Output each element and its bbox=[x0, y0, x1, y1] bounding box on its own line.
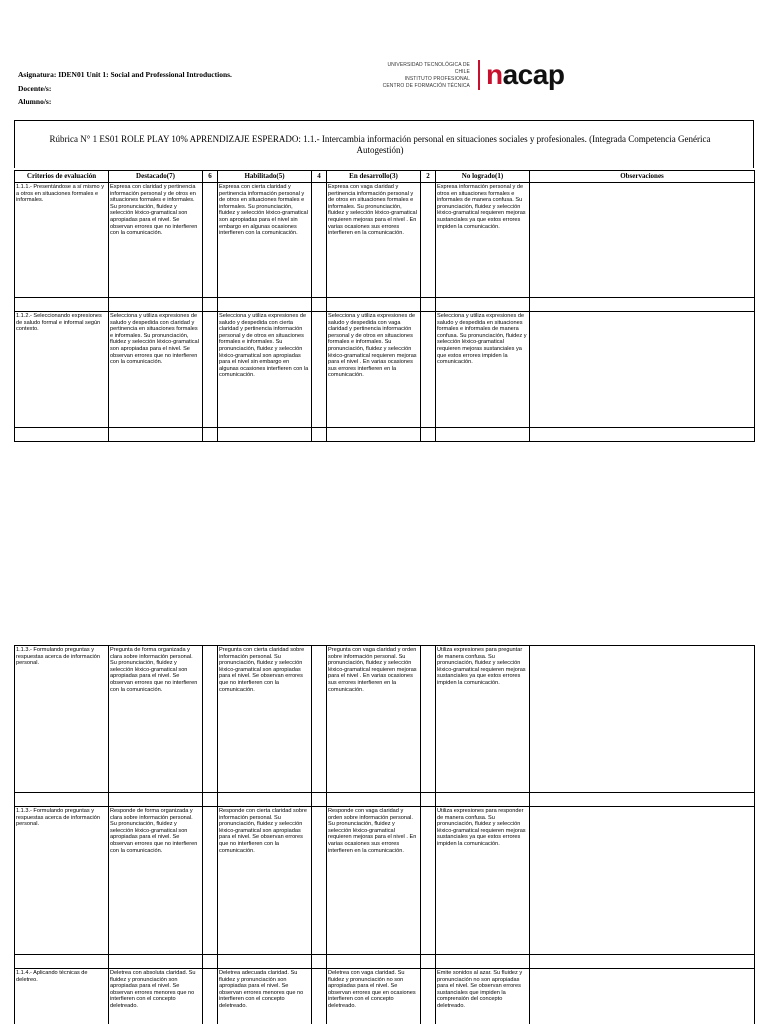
logo-wordmark: nacap bbox=[486, 59, 565, 90]
col-desarrollo: En desarrollo(3) bbox=[327, 171, 421, 183]
habilitado-cell: Pregunta con cierta claridad sobre información personal. Su pronunciación, fluidez y selección léxico-gramatical son apropiadas para el nivel. Se observan errores que no interfieren con la comunicación. bbox=[218, 646, 312, 793]
col-criteria: Criterios de evaluación bbox=[15, 171, 109, 183]
criterion-cell: 1.1.3.- Formulando preguntas y respuestas acerca de información personal. bbox=[15, 807, 109, 955]
no-logrado-cell: Utiliza expresiones para responder de manera confusa. Su pronunciación, fluidez y selección léxico-gramatical requieren mejoras sustanciales ya que estos errores impiden la comunicación. bbox=[436, 807, 530, 955]
col-destacado: Destacado(7) bbox=[109, 171, 203, 183]
destacado-cell: Pregunta de forma organizada y clara sobre información personal. Su pronunciación, fluidez y selección léxico-gramatical son apropiadas para el nivel. Se observan errores que no interfieren con la comunicación. bbox=[109, 646, 203, 793]
spacer-row bbox=[15, 955, 755, 969]
score-cell[interactable] bbox=[203, 646, 218, 793]
no-logrado-cell: Utiliza expresiones para preguntar de manera confusa. Su pronunciación, fluidez y selección léxico-gramatical requieren mejoras sustanciales ya que estos errores impiden la comunicación. bbox=[436, 646, 530, 793]
desarrollo-cell: Selecciona y utiliza expresiones de saludo y despedida con vaga claridad y pertinencia información personal y de otros en situaciones formales e informales. Su pronunciación, fluidez y selección léxico-gramatical requieren mejoras para el nivel . En varias ocasiones sus errores interfieren en la comunicación. bbox=[327, 312, 421, 428]
spacer-row bbox=[15, 428, 755, 442]
criterion-cell: 1.1.3.- Formulando preguntas y respuestas acerca de información personal. bbox=[15, 646, 109, 793]
students-label: Alumno/s: bbox=[18, 97, 52, 106]
header-row bbox=[15, 171, 755, 183]
col-score-6: 6 bbox=[203, 171, 218, 183]
spacer-row bbox=[15, 793, 755, 807]
observaciones-cell[interactable] bbox=[530, 646, 755, 793]
col-score-4: 4 bbox=[312, 171, 327, 183]
desarrollo-cell: Expresa con vaga claridad y pertinencia información personal y de otros en situaciones formales e informales. Su pronunciación, fluidez y selección léxico-gramatical requieren mejoras para el nivel . En varias ocasiones sus errores interfieren en la comunicación. bbox=[327, 183, 421, 298]
col-habilitado: Habilitado(5) bbox=[218, 171, 312, 183]
desarrollo-cell: Responde con vaga claridad y orden sobre información personal. Su pronunciación, fluidez y selección léxico-gramatical requieren mejoras para el nivel . En varias ocasiones sus errores interfieren en la comunicación. bbox=[327, 807, 421, 955]
score-cell[interactable] bbox=[312, 646, 327, 793]
logo-divider bbox=[478, 60, 480, 90]
table-row bbox=[15, 807, 755, 955]
desarrollo-cell: Deletrea con vaga claridad. Su fluidez y pronunciación no son apropiadas para el nivel. Se observan errores que en ocasiones interfieren con el concepto deletreado. bbox=[327, 969, 421, 1024]
score-cell[interactable] bbox=[203, 312, 218, 428]
habilitado-cell: Selecciona y utiliza expresiones de saludo y despedida con cierta claridad y pertinencia información personal y de otros en situaciones formales e informales. Su pronunciación, fluidez y selección léxico-gramatical son apropiadas para el nivel sin embargo en algunas ocasiones interfieren con la comunicación. bbox=[218, 312, 312, 428]
score-cell[interactable] bbox=[312, 969, 327, 1024]
table-row bbox=[15, 646, 755, 793]
criterion-cell: 1.1.4.- Aplicando técnicas de deletreo. bbox=[15, 969, 109, 1024]
score-cell[interactable] bbox=[421, 969, 436, 1024]
logo-subtitle: UNIVERSIDAD TECNOLÓGICA DE CHILE INSTITUTO PROFESIONAL CENTRO DE FORMACIÓN TÉCNICA bbox=[382, 62, 470, 89]
score-cell[interactable] bbox=[421, 646, 436, 793]
table-row bbox=[15, 312, 755, 428]
habilitado-cell: Deletrea adecuada claridad. Su fluidez y pronunciación son apropiadas para el nivel. Se observan errores menores que no interfieren con el concepto deletreado. bbox=[218, 969, 312, 1024]
col-score-2: 2 bbox=[421, 171, 436, 183]
observaciones-cell[interactable] bbox=[530, 183, 755, 298]
score-cell[interactable] bbox=[312, 807, 327, 955]
destacado-cell: Expresa con claridad y pertinencia información personal y de otros en situaciones formales e informales. Su pronunciación, fluidez y selección léxico-gramatical son apropiadas para el nivel. Se observan errores que no interfieren con la comunicación. bbox=[109, 183, 203, 298]
score-cell[interactable] bbox=[421, 807, 436, 955]
criterion-cell: 1.1.2.- Seleccionando expresiones de saludo formal e informal según contexto. bbox=[15, 312, 109, 428]
habilitado-cell: Responde con cierta claridad sobre información personal. Su pronunciación, fluidez y selección léxico-gramatical son apropiadas para el nivel. Se observan errores que no interfieren con la comunicación. bbox=[218, 807, 312, 955]
score-cell[interactable] bbox=[203, 183, 218, 298]
observaciones-cell[interactable] bbox=[530, 807, 755, 955]
score-cell[interactable] bbox=[203, 969, 218, 1024]
rubric-title: Rúbrica N° 1 ES01 ROLE PLAY 10% APRENDIZAJE ESPERADO: 1.1.- Intercambia información personal en situaciones sociales y profesionales. (Integrada Competencia Genérica Autogestión) bbox=[49, 134, 711, 155]
habilitado-cell: Expresa con cierta claridad y pertinencia información personal y de otros en situaciones formales e informales. Su pronunciación, fluidez y selección léxico-gramatical son apropiadas para el nivel sin embargo en algunas ocasiones interfieren con la comunicación. bbox=[218, 183, 312, 298]
table-row bbox=[15, 183, 755, 298]
destacado-cell: Deletrea con absoluta claridad. Su fluidez y pronunciación son apropiadas para el nivel. Se observan errores menores que no interfieren con el concepto deletreado. bbox=[109, 969, 203, 1024]
no-logrado-cell: Expresa información personal y de otros en situaciones formales e informales de manera confusa. Su pronunciación, fluidez y selección léxico-gramatical requieren mejoras sustanciales ya que estos errores impiden la comunicación. bbox=[436, 183, 530, 298]
no-logrado-cell: Selecciona y utiliza expresiones de saludo y despedida en situaciones formales e informales de manera confusa. Su pronunciación, fluidez y selección léxico-gramatical requieren mejoras sustanciales ya que estos errores impiden la comunicación. bbox=[436, 312, 530, 428]
col-observaciones: Observaciones bbox=[530, 171, 755, 183]
observaciones-cell[interactable] bbox=[530, 312, 755, 428]
destacado-cell: Selecciona y utiliza expresiones de saludo y despedida con claridad y pertinencia en situaciones formales e informales. Su pronunciación, fluidez y selección léxico-gramatical son apropiadas para el nivel. Se observan errores que no interfieren con la comunicación. bbox=[109, 312, 203, 428]
destacado-cell: Responde de forma organizada y clara sobre información personal. Su pronunciación, fluidez y selección léxico-gramatical son apropiadas para el nivel. Se observan errores que no interfieren con la comunicación. bbox=[109, 807, 203, 955]
table-row bbox=[15, 969, 755, 1024]
rubric-table-page-1 bbox=[14, 170, 755, 442]
col-no-logrado: No logrado(1) bbox=[436, 171, 530, 183]
score-cell[interactable] bbox=[312, 183, 327, 298]
spacer-row bbox=[15, 298, 755, 312]
institution-logo bbox=[376, 60, 586, 92]
desarrollo-cell: Pregunta con vaga claridad y orden sobre información personal. Su pronunciación, fluidez y selección léxico-gramatical requieren mejoras para el nivel . En varias ocasiones sus errores interfieren en la comunicación. bbox=[327, 646, 421, 793]
observaciones-cell[interactable] bbox=[530, 969, 755, 1024]
score-cell[interactable] bbox=[203, 807, 218, 955]
rubric-table-page-2 bbox=[14, 645, 755, 1024]
score-cell[interactable] bbox=[421, 183, 436, 298]
no-logrado-cell: Emite sonidos al azar. Su fluidez y pronunciación no son apropiadas para el nivel. Se observan errores sustanciales que impiden la comprensión del concepto deletreado. bbox=[436, 969, 530, 1024]
score-cell[interactable] bbox=[312, 312, 327, 428]
score-cell[interactable] bbox=[421, 312, 436, 428]
criterion-cell: 1.1.1.- Presentándose a sí mismo y a otros en situaciones formales e informales. bbox=[15, 183, 109, 298]
subject-label: Asignatura: IDEN01 Unit 1: Social and Professional Introductions. bbox=[18, 70, 232, 79]
teacher-label: Docente/s: bbox=[18, 84, 52, 93]
